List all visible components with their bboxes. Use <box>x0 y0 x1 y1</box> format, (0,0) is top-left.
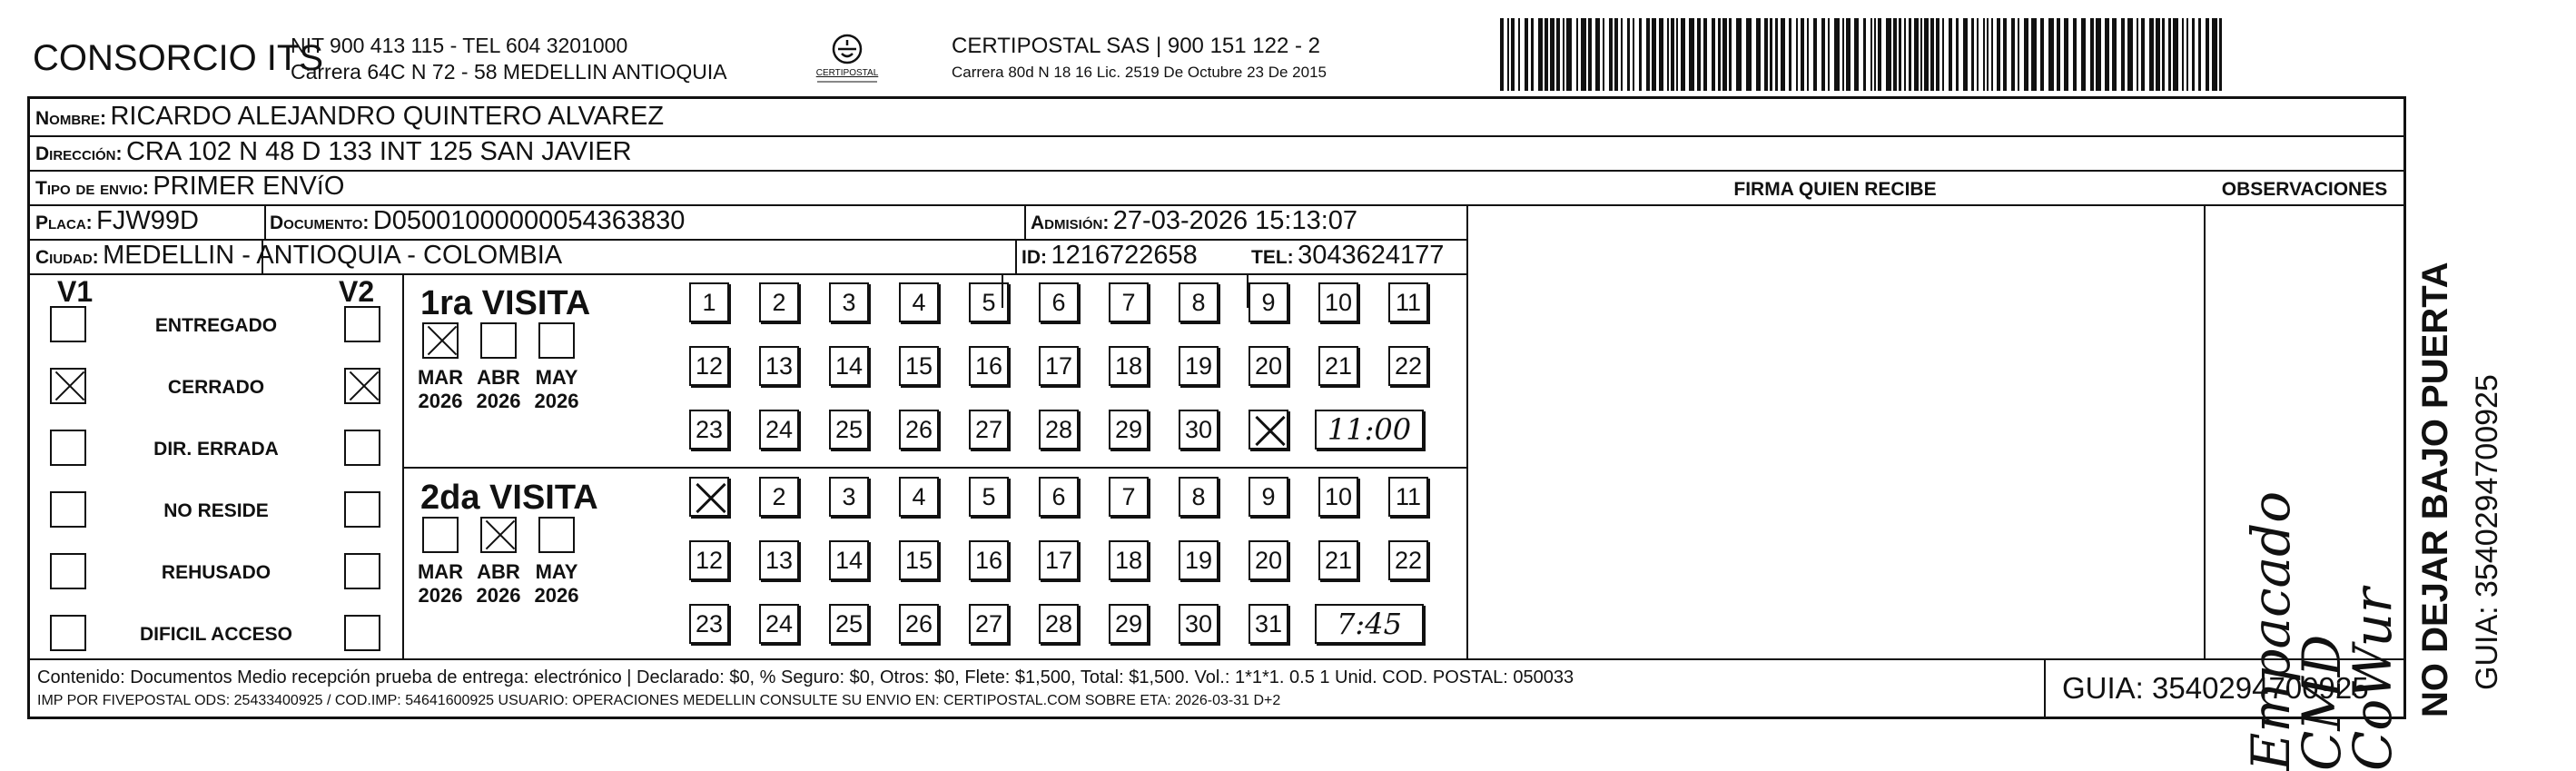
barcode-bar <box>1718 18 1721 91</box>
barcode-bar <box>1652 18 1656 91</box>
day-box: 8 <box>1179 477 1219 517</box>
day-box: 14 <box>829 346 869 386</box>
visit-time: 7:45 <box>1315 604 1424 644</box>
barcode-bar <box>1659 18 1663 91</box>
day-box: 20 <box>1249 540 1288 580</box>
direccion-label: Dirección: <box>35 143 123 164</box>
day-box: 6 <box>1039 477 1079 517</box>
barcode-bar <box>1712 18 1715 91</box>
day-box: 12 <box>689 540 729 580</box>
day-box: 29 <box>1109 604 1149 644</box>
barcode-bar <box>2090 18 2094 91</box>
barcode-bar <box>1977 18 1979 91</box>
month-year: 2026 <box>476 584 521 607</box>
day-box: 3 <box>829 477 869 517</box>
v2-checkbox <box>344 430 380 466</box>
barcode-bar <box>1949 18 1952 91</box>
barcode-bar <box>1576 18 1578 91</box>
nombre-row <box>35 102 664 132</box>
barcode-bar <box>1983 18 1985 91</box>
barcode-bar <box>2156 18 2160 91</box>
day-box: 27 <box>969 604 1009 644</box>
barcode-bar <box>2057 18 2060 91</box>
barcode-bar <box>2081 18 2086 91</box>
delivery-form <box>27 96 2406 771</box>
day-box: 23 <box>689 604 729 644</box>
barcode-bar <box>1764 18 1768 91</box>
ciudad-row <box>35 241 562 271</box>
footer-guia: GUIA: 3540294700925 <box>2062 671 2369 705</box>
barcode-bar <box>1781 18 1785 91</box>
barcode-bar <box>2064 18 2068 91</box>
month-label <box>529 560 584 608</box>
observaciones-note: Empacado CMD CoWur <box>2240 490 2403 771</box>
day-box: 21 <box>1318 540 1358 580</box>
month-year: 2026 <box>534 584 579 607</box>
month-name: MAR <box>417 366 464 389</box>
barcode-bar <box>1595 18 1600 91</box>
tipo-label: Tipo de envio: <box>35 178 149 199</box>
day-box: 19 <box>1179 540 1219 580</box>
day-box: 10 <box>1318 282 1358 322</box>
barcode-bar <box>1874 18 1876 91</box>
day-box: 15 <box>899 346 939 386</box>
barcode-bar <box>1566 18 1572 91</box>
day-box: 2 <box>759 282 799 322</box>
day-box: 22 <box>1388 540 1428 580</box>
barcode-bar <box>1729 18 1732 91</box>
day-box: 11 <box>1388 477 1428 517</box>
barcode-bar <box>1991 18 1993 91</box>
status-label: DIR. ERRADA <box>153 439 279 460</box>
footer-imp: IMP POR FIVEPOSTAL ODS: 25433400925 / COD.IMP: 54641600925 USUARIO: OPERACIONES MEDELLIN CONSULTE SU ENVIO EN: CERTIPOSTAL.COM SOBRE ETA: 2026-03-31 D+2 <box>37 693 1281 708</box>
barcode-bar <box>2024 18 2028 91</box>
day-box: 21 <box>1318 346 1358 386</box>
day-box: 26 <box>899 410 939 450</box>
day-box: 13 <box>759 540 799 580</box>
day-box: 16 <box>969 540 1009 580</box>
placa-value: FJW99D <box>96 206 199 235</box>
day-box: 17 <box>1039 346 1079 386</box>
day-box: 26 <box>899 604 939 644</box>
placa-row <box>35 206 199 236</box>
v2-checkbox <box>344 491 380 528</box>
barcode-bar <box>1588 18 1592 91</box>
day-box: 28 <box>1039 604 1079 644</box>
company-info <box>291 33 727 85</box>
barcode-bar <box>1671 18 1674 91</box>
barcode-bar <box>1646 18 1650 91</box>
courier-address: Carrera 80d N 18 16 Lic. 2519 De Octubre 23 De 2015 <box>952 64 1327 81</box>
barcode-bar <box>1667 18 1669 91</box>
month-name: MAY <box>535 560 578 583</box>
side-guia: GUIA: 3540294700925 <box>2470 374 2504 690</box>
barcode-bar <box>1681 18 1685 91</box>
month-label <box>413 366 468 413</box>
id-row <box>1022 241 1198 271</box>
month-year: 2026 <box>534 390 579 412</box>
day-box: 19 <box>1179 346 1219 386</box>
barcode-bar <box>1796 18 1798 91</box>
barcode-bar <box>1545 18 1548 91</box>
barcode-bar <box>2137 18 2138 91</box>
v2-checkbox <box>344 368 380 404</box>
direccion-value: CRA 102 N 48 D 133 INT 125 SAN JAVIER <box>125 137 632 166</box>
barcode-bar <box>1538 18 1543 91</box>
month-year: 2026 <box>476 390 521 412</box>
barcode-bar <box>1639 18 1642 91</box>
barcode-bar <box>1775 18 1778 91</box>
barcode-bar <box>1842 18 1844 91</box>
month-name: ABR <box>477 366 520 389</box>
day-box: 24 <box>759 410 799 450</box>
certipostal-logo-icon <box>810 29 884 93</box>
barcode-bar <box>1627 18 1630 91</box>
observaciones-header: OBSERVACIONES <box>2221 179 2388 200</box>
day-box: 14 <box>829 540 869 580</box>
admision-label: Admisión: <box>1031 213 1110 233</box>
barcode-bar <box>1987 18 1989 91</box>
month-label <box>413 560 468 608</box>
barcode-bar <box>1821 18 1825 91</box>
barcode-bar <box>1828 18 1830 91</box>
status-label: REHUSADO <box>161 562 271 583</box>
documento-label: Documento: <box>270 213 370 233</box>
barcode-bar <box>1556 18 1560 91</box>
day-box <box>1249 410 1288 450</box>
barcode-bar <box>1956 18 1959 91</box>
day-box: 12 <box>689 346 729 386</box>
firma-header: FIRMA QUIEN RECIBE <box>1733 179 1937 200</box>
month-label <box>471 560 526 608</box>
barcode-bar <box>1813 18 1817 91</box>
barcode-bar <box>2219 18 2222 91</box>
barcode-bar <box>1507 18 1509 91</box>
v1-checkbox <box>50 491 86 528</box>
month-year: 2026 <box>418 390 463 412</box>
visit-time: 11:00 <box>1315 410 1424 450</box>
status-label: CERRADO <box>167 377 265 398</box>
v2-header: V2 <box>339 275 375 308</box>
barcode-bar <box>1525 18 1528 91</box>
barcode-bar <box>1971 18 1974 91</box>
day-box: 24 <box>759 604 799 644</box>
visit2-title: 2da VISITA <box>420 479 598 517</box>
barcode-bar <box>2040 18 2044 91</box>
certipostal-logo <box>810 29 884 93</box>
barcode-bar <box>2141 18 2145 91</box>
day-box: 17 <box>1039 540 1079 580</box>
barcode-bar <box>2121 18 2125 91</box>
barcode-bar <box>1878 18 1881 91</box>
barcode-bar <box>1863 18 1866 91</box>
day-box: 18 <box>1109 540 1149 580</box>
v2-checkbox <box>344 306 380 342</box>
barcode-bar <box>1603 18 1604 91</box>
day-box: 6 <box>1039 282 1079 322</box>
barcode-bar <box>1893 18 1897 91</box>
day-box: 9 <box>1249 282 1288 322</box>
v1-checkbox <box>50 430 86 466</box>
month-year: 2026 <box>418 584 463 607</box>
ciudad-value: MEDELLIN - ANTIOQUIA - COLOMBIA <box>103 241 563 270</box>
v1-header: V1 <box>57 275 94 308</box>
nombre-value: RICARDO ALEJANDRO QUINTERO ALVAREZ <box>110 102 665 131</box>
barcode-bar <box>2186 18 2188 91</box>
tipo-row <box>35 172 344 202</box>
day-box: 20 <box>1249 346 1288 386</box>
barcode-bar <box>1511 18 1515 91</box>
month-checkbox <box>422 517 459 553</box>
v1-checkbox <box>50 553 86 589</box>
barcode-bar <box>2212 18 2217 91</box>
barcode-bar <box>2073 18 2077 91</box>
barcode-bar <box>1963 18 1968 91</box>
footer-content: Contenido: Documentos Medio recepción prueba de entrega: electrónico | Declarado: $0, % Seguro: $0, Otros: $0, Flete: $1,500, Total: $1,500. Vol.: 1*1*1. 0.5 1 Unid. COD. POSTAL: 050033 <box>37 667 1574 687</box>
barcode-bar <box>2149 18 2154 91</box>
day-box: 16 <box>969 346 1009 386</box>
barcode-bar <box>2182 18 2184 91</box>
barcode-bar <box>2112 18 2117 91</box>
barcode-bar <box>1854 18 1859 91</box>
barcode-bar <box>2192 18 2195 91</box>
barcode-bar <box>1997 18 2000 91</box>
v1-checkbox <box>50 306 86 342</box>
barcode-bar <box>2198 18 2201 91</box>
barcode-bar <box>1920 18 1922 91</box>
barcode-bar <box>1633 18 1634 91</box>
barcode-bar <box>1846 18 1851 91</box>
day-box: 9 <box>1249 477 1288 517</box>
tel-row <box>1251 241 1444 271</box>
documento-row <box>270 206 685 236</box>
barcode-bar <box>1621 18 1623 91</box>
barcode-bar <box>2096 18 2101 91</box>
barcode-bar <box>1789 18 1791 91</box>
tipo-value: PRIMER ENVíO <box>153 172 345 201</box>
barcode-bar <box>1563 18 1564 91</box>
day-box: 8 <box>1179 282 1219 322</box>
day-box: 15 <box>899 540 939 580</box>
company-address: Carrera 64C N 72 - 58 MEDELLIN ANTIOQUIA <box>291 60 727 84</box>
day-box: 5 <box>969 282 1009 322</box>
day-box: 27 <box>969 410 1009 450</box>
direccion-row <box>35 137 632 167</box>
month-name: MAY <box>535 366 578 389</box>
barcode-bar <box>1500 18 1504 91</box>
barcode-bar <box>1886 18 1891 91</box>
barcode-bar <box>1909 18 1911 91</box>
visit1-title: 1ra VISITA <box>420 284 591 322</box>
admision-row <box>1031 206 1357 236</box>
day-box: 22 <box>1388 346 1428 386</box>
barcode-bar <box>1550 18 1554 91</box>
day-box: 25 <box>829 604 869 644</box>
barcode-bar <box>1770 18 1772 91</box>
barcode-bar <box>1936 18 1939 91</box>
barcode-bar <box>1801 18 1804 91</box>
day-box <box>689 477 729 517</box>
day-box: 4 <box>899 477 939 517</box>
v2-checkbox <box>344 553 380 589</box>
barcode-bar <box>2003 18 2007 91</box>
month-checkbox <box>422 322 459 359</box>
barcode-bar <box>1924 18 1929 91</box>
barcode-bar <box>1689 18 1694 91</box>
barcode-bar <box>1697 18 1701 91</box>
month-name: ABR <box>477 560 520 583</box>
day-box: 28 <box>1039 410 1079 450</box>
month-name: MAR <box>417 560 464 583</box>
day-box: 30 <box>1179 604 1219 644</box>
barcode-bar <box>2011 18 2015 91</box>
tel-label: TEL: <box>1251 247 1294 268</box>
day-box: 13 <box>759 346 799 386</box>
barcode-bar <box>1531 18 1534 91</box>
barcode-bar <box>2031 18 2037 91</box>
day-box: 4 <box>899 282 939 322</box>
id-value: 1216722658 <box>1051 241 1198 270</box>
day-box: 2 <box>759 477 799 517</box>
barcode-bar <box>2105 18 2109 91</box>
ciudad-label: Ciudad: <box>35 247 99 268</box>
day-box: 7 <box>1109 282 1149 322</box>
barcode-bar <box>2162 18 2165 91</box>
month-label <box>471 366 526 413</box>
day-box: 10 <box>1318 477 1358 517</box>
status-label: NO RESIDE <box>163 500 269 521</box>
barcode-bar <box>2048 18 2054 91</box>
v1-checkbox <box>50 368 86 404</box>
month-checkbox <box>538 322 575 359</box>
day-box: 18 <box>1109 346 1149 386</box>
month-checkbox <box>480 322 517 359</box>
day-box: 23 <box>689 410 729 450</box>
barcode-bar <box>1914 18 1919 91</box>
barcode-bar <box>1756 18 1761 91</box>
v1-checkbox <box>50 615 86 651</box>
placa-label: Placa: <box>35 213 93 233</box>
day-box: 3 <box>829 282 869 322</box>
barcode-bar <box>1834 18 1840 91</box>
month-checkbox <box>538 517 575 553</box>
barcode-bar <box>1746 18 1752 91</box>
barcode-bar <box>1904 18 1906 91</box>
courier-info <box>952 33 1327 85</box>
barcode-bar <box>1703 18 1707 91</box>
barcode-bar <box>1722 18 1727 91</box>
month-checkbox <box>480 517 517 553</box>
side-warning: NO DEJAR BAJO PUERTA <box>2415 262 2455 717</box>
barcode-bar <box>2173 18 2178 91</box>
barcode-bar <box>1581 18 1586 91</box>
admision-value: 27-03-2026 15:13:07 <box>1112 206 1358 235</box>
status-label: DIFICIL ACCESO <box>139 624 292 645</box>
company-nit: NIT 900 413 115 - TEL 604 3201000 <box>291 34 628 57</box>
barcode-bar <box>1807 18 1809 91</box>
documento-value: D05001000000054363830 <box>372 206 686 235</box>
barcode <box>1500 18 2226 91</box>
barcode-bar <box>1676 18 1678 91</box>
id-label: ID: <box>1022 247 1047 268</box>
day-box: 1 <box>689 282 729 322</box>
barcode-bar <box>1609 18 1613 91</box>
barcode-bar <box>1870 18 1872 91</box>
tel-value: 3043624177 <box>1298 241 1445 270</box>
barcode-bar <box>2206 18 2209 91</box>
day-box: 25 <box>829 410 869 450</box>
barcode-bar <box>1614 18 1618 91</box>
day-box: 11 <box>1388 282 1428 322</box>
nombre-label: Nombre: <box>35 108 106 129</box>
day-box: 7 <box>1109 477 1149 517</box>
barcode-bar <box>1518 18 1520 91</box>
barcode-bar <box>2168 18 2171 91</box>
barcode-bar <box>1736 18 1742 91</box>
barcode-bar <box>1899 18 1901 91</box>
status-label: ENTREGADO <box>154 315 278 336</box>
day-box: 5 <box>969 477 1009 517</box>
day-box: 31 <box>1249 604 1288 644</box>
barcode-bar <box>1942 18 1944 91</box>
day-box: 29 <box>1109 410 1149 450</box>
barcode-bar <box>2127 18 2133 91</box>
logo-text: CERTIPOSTAL <box>815 68 879 78</box>
v2-checkbox <box>344 615 380 651</box>
company-name: CONSORCIO ITS <box>33 38 324 78</box>
day-box: 30 <box>1179 410 1219 450</box>
barcode-bar <box>1930 18 1934 91</box>
month-label <box>529 366 584 413</box>
courier-name: CERTIPOSTAL SAS | 900 151 122 - 2 <box>952 34 1320 58</box>
barcode-bar <box>2018 18 2019 91</box>
